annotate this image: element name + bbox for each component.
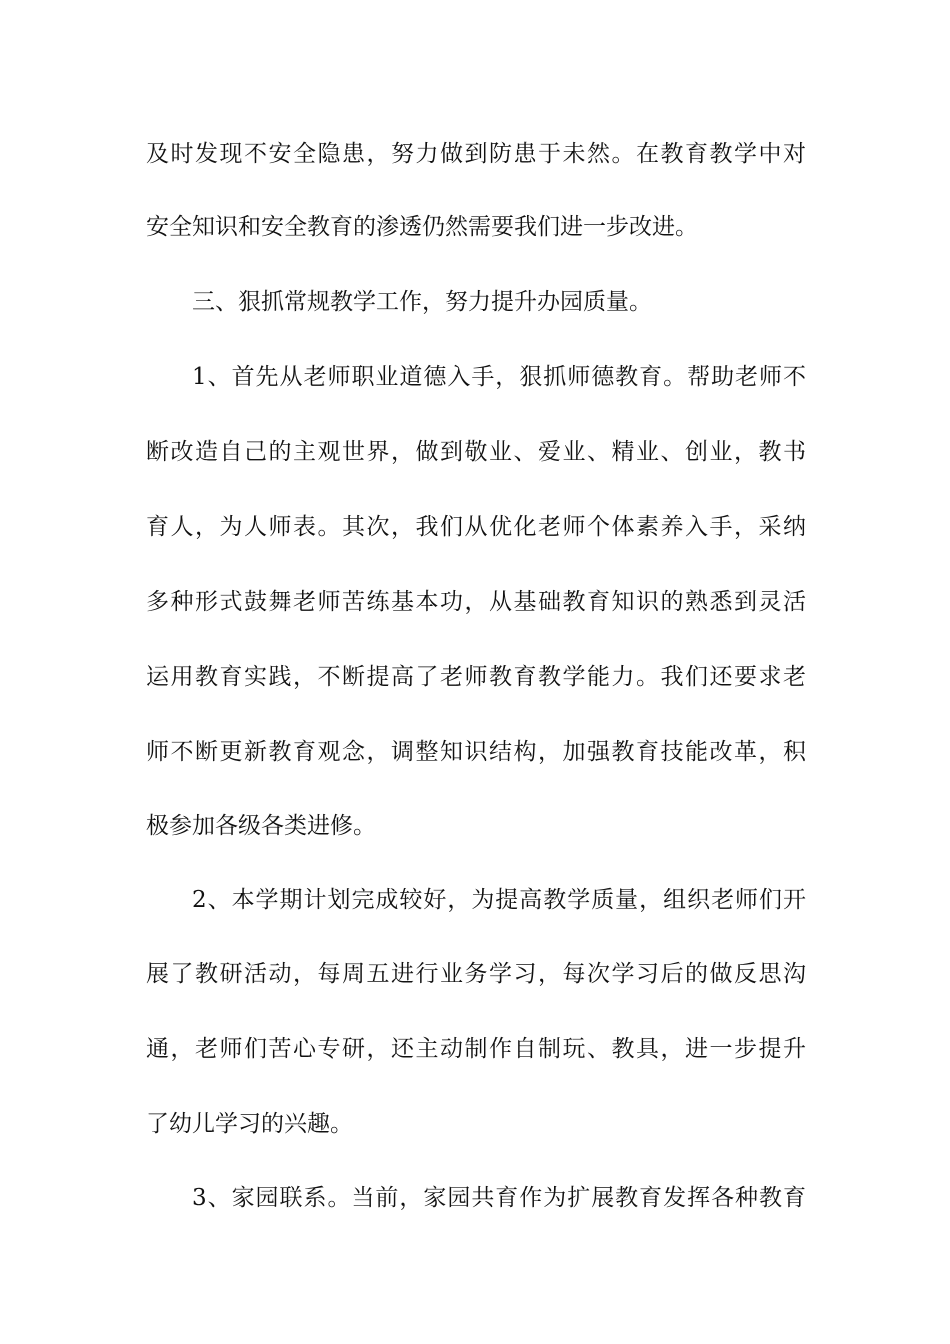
text-line-12: 展了教研活动，每周五进行业务学习，每次学习后的做反思沟	[146, 961, 806, 987]
text-line-10: 极参加各级各类进修。	[146, 813, 376, 839]
text-line-1: 及时发现不安全隐患，努力做到防患于未然。在教育教学中对	[146, 141, 806, 167]
text-line-14: 了幼儿学习的兴趣。	[146, 1111, 353, 1137]
text-line-4: 1、首先从老师职业道德入手，狠抓师德教育。帮助老师不	[192, 364, 806, 390]
text-line-8: 运用教育实践，不断提高了老师教育教学能力。我们还要求老	[146, 664, 806, 690]
text-line-6: 育人，为人师表。其次，我们从优化老师个体素养入手，采纳	[146, 514, 806, 540]
text-line-15: 3、家园联系。当前，家园共育作为扩展教育发挥各种教育	[192, 1185, 806, 1211]
text-line-2: 安全知识和安全教育的渗透仍然需要我们进一步改进。	[146, 214, 698, 240]
section-heading-3: 三、狠抓常规教学工作，努力提升办园质量。	[192, 289, 652, 315]
text-line-5: 断改造自己的主观世界，做到敬业、爱业、精业、创业，教书	[146, 439, 806, 465]
text-line-7: 多种形式鼓舞老师苦练基本功，从基础教育知识的熟悉到灵活	[146, 589, 806, 615]
text-line-13: 通，老师们苦心专研，还主动制作自制玩、教具，进一步提升	[146, 1036, 806, 1062]
text-line-9: 师不断更新教育观念，调整知识结构，加强教育技能改革，积	[146, 739, 806, 765]
text-line-11: 2、本学期计划完成较好，为提高教学质量，组织老师们开	[192, 887, 806, 913]
